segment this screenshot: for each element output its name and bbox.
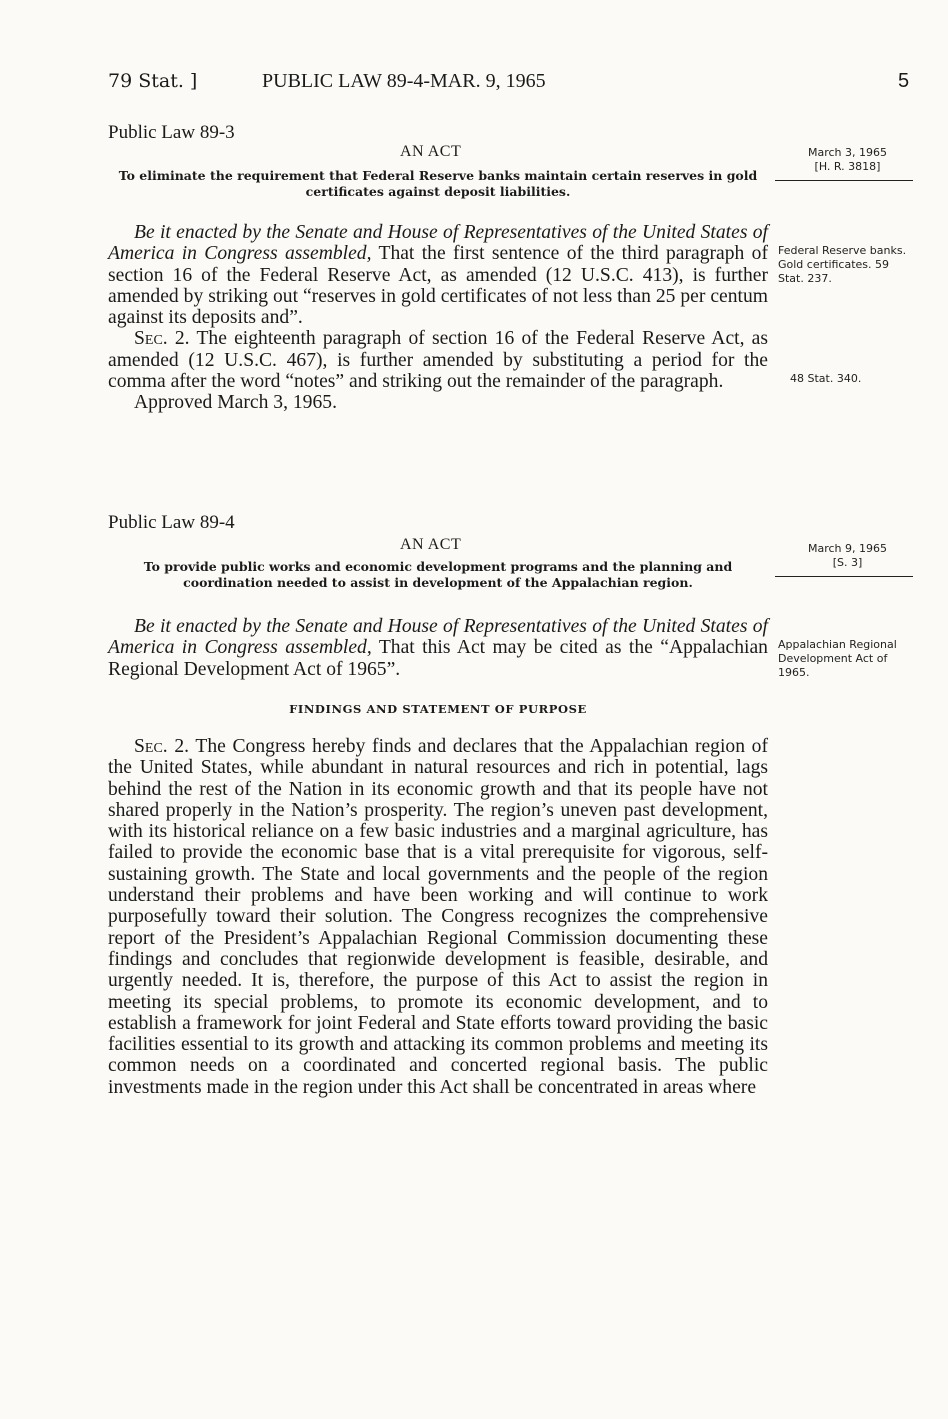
law2-sec2	[108, 736, 768, 1098]
law1-side-date: March 3, 1965	[807, 146, 887, 159]
law1-margin-note-1: Federal Reserve banks. Gold certificates. 59 Stat. 237.	[778, 244, 907, 285]
law2-purpose: To provide public works and economic development programs and the planning and coordination needed to assist in development of the Appalachian region.	[143, 559, 733, 590]
law1-side-bill: [H. R. 3818]	[814, 160, 881, 173]
header-title: PUBLIC LAW 89-4-MAR. 9, 1965	[262, 70, 546, 92]
law2-sec2-text: The Congress hereby finds and declares that the Appalachian region of the United States, while abundant in natural resources and rich in potential, lags behind the rest of the Nation in its economic growth and that its people have not shared properly in the Nation’s prosperity. The region’s uneven past development, with its historical reliance on a few basic industries and a marginal agriculture, has failed to provide the economic base that is a vital prerequisite for vigorous, self-sustaining growth. The State and local governments and the people of the region understand their problems and have been working and will continue to work purposefully toward their solution. The Congress recognizes the comprehensive report of the President’s Appalachian Regional Commission documenting these findings and concludes that regionwide development is feasible, desirable, and urgently needed. It is, therefore, the purpose of this Act to assist the region in meeting its special problems, to promote its economic development, and to establish a framework for joint Federal and State efforts toward providing the basic facilities essential to its growth and attacking its common problems and meeting its common needs on a coordinated and concerted regional basis. The public investments made in the region under this Act shall be concentrated in areas where	[108, 736, 768, 1098]
law2-section-heading: FINDINGS AND STATEMENT OF PURPOSE	[289, 702, 587, 716]
law1-approved: Approved March 3, 1965.	[134, 392, 337, 414]
law1-sec2-label: Sec. 2.	[134, 328, 190, 350]
law1-enacting-clause	[108, 222, 768, 328]
law1-enacting-rest: That the first sentence of the third paragraph of section 16 of the Federal Reserve Act, as amended (12 U.S.C. 413), is further amended by striking out “reserves in gold certificates of not less than 25 per centum against its deposits and”.	[108, 243, 768, 329]
law2-enacting-clause	[108, 616, 768, 680]
law1-sec2	[108, 328, 768, 392]
law2-margin-note: Appalachian Regional Development Act of 1965.	[778, 638, 897, 679]
law2-side-date: March 9, 1965	[807, 542, 887, 555]
law1-sec2-text: The eighteenth paragraph of section 16 of the Federal Reserve Act, as amended (12 U.S.C. 467), is further amended by substituting a period for the comma after the word “notes” and striking out the remainder of the paragraph.	[108, 328, 769, 393]
law1-side-rule	[775, 180, 913, 181]
law1-margin-note-2: 48 Stat. 340.	[790, 372, 862, 385]
law1-act-label: AN ACT	[400, 143, 462, 160]
law2-side-rule	[775, 576, 913, 577]
law2-act-label: AN ACT	[400, 536, 462, 553]
page-number: 5	[898, 70, 910, 92]
law1-purpose: To eliminate the requirement that Federal Reserve banks maintain certain reserves in gold certificates against deposit liabilities.	[118, 168, 758, 199]
law2-sec2-label: Sec. 2.	[134, 736, 190, 757]
law1-title: Public Law 89-3	[108, 122, 235, 143]
law2-enacting-italic: Be it enacted by the Senate and House of Representatives of the United States of America in Congress assembled,	[108, 616, 768, 659]
header-stat: 79 Stat. ]	[108, 70, 198, 92]
law2-title: Public Law 89-4	[108, 512, 235, 533]
law2-enacting-rest: That this Act may be cited as the “Appalachian Regional Development Act of 1965”.	[108, 637, 768, 680]
law1-body	[108, 222, 768, 414]
law1-enacting-italic: Be it enacted by the Senate and House of Representatives of the United States of America in Congress assembled,	[108, 222, 768, 265]
law2-side-bill: [S. 3]	[832, 556, 863, 569]
